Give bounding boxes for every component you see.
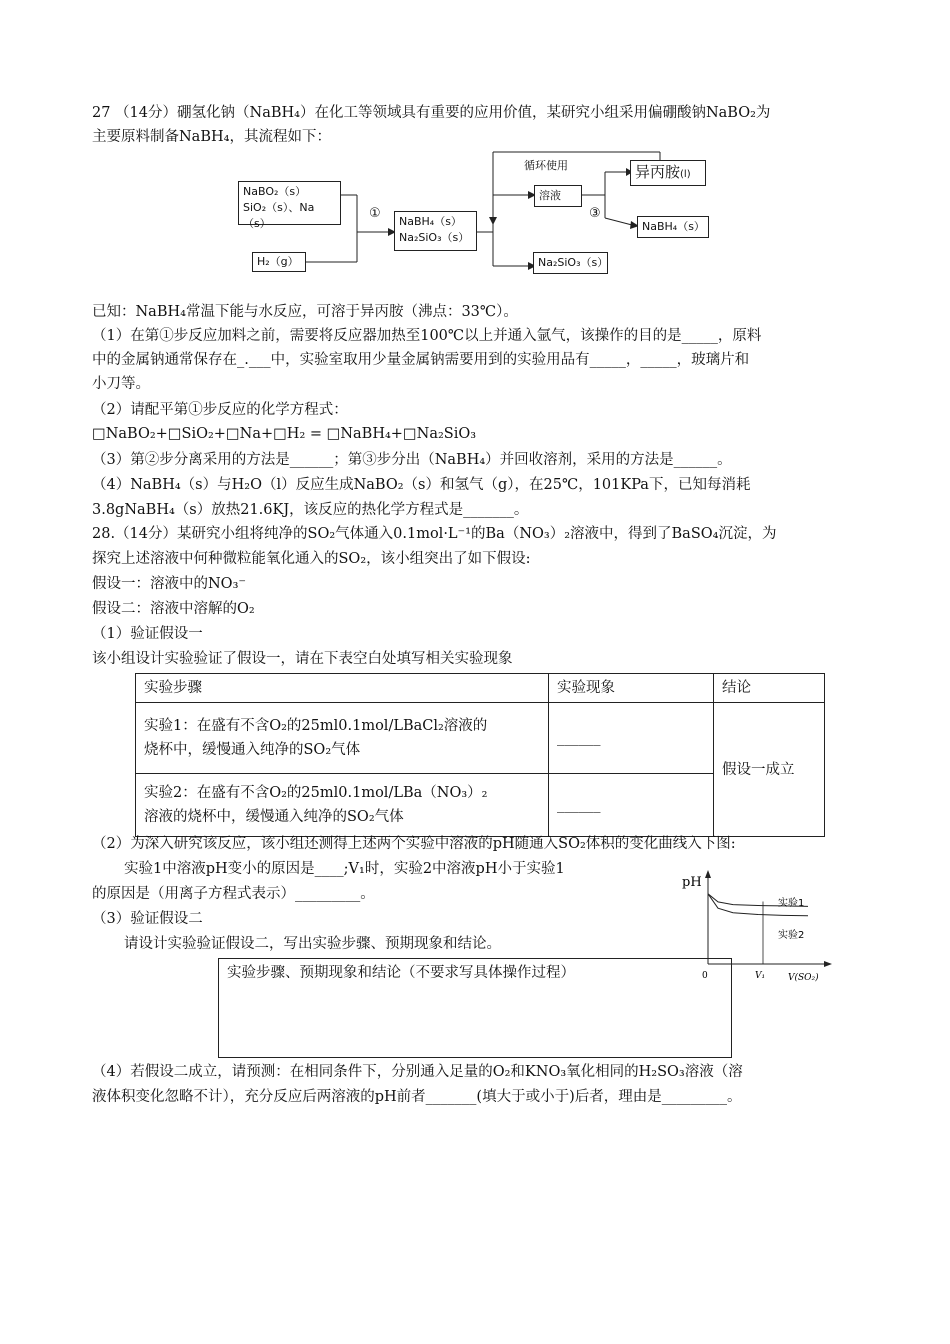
flow-box-nabh4: NaBH₄（s） (637, 216, 709, 238)
table-header-row (136, 674, 825, 703)
exp2-observation-blank: ______ (549, 774, 714, 837)
series-label-exp1: 实验1 (778, 898, 805, 909)
q27-part2-line1: （2）请配平第①步反应的化学方程式： (92, 402, 348, 418)
flow-box-reactants (238, 181, 341, 230)
exp1-step-line1: 实验1：在盛有不含O₂的25ml0.1mol/LBaCl₂溶液的 (144, 718, 488, 734)
flow-box-reactants-line1: NaBO₂（s） (243, 185, 307, 198)
answer-box[interactable] (218, 958, 732, 1058)
q28-part4-line1: （4）若假设二成立，请预测：在相同条件下，分别通入足量的O₂和KNO₃氧化相同的H₂SO₃溶液（溶 (92, 1064, 743, 1080)
flow-box-na2sio3: Na₂SiO₃（s） (533, 252, 608, 274)
q28-hypothesis1: 假设一：溶液中的NO₃⁻ (92, 576, 247, 592)
chart-xtick-0: 0 (702, 971, 708, 981)
q27-known: 已知：NaBH₄常温下能与水反应，可溶于异丙胺（沸点：33℃）。 (92, 304, 518, 320)
q27-part1-line3: 小刀等。 (92, 376, 150, 392)
q28-part2-line3: 的原因是（用离子方程式表示）_________。 (92, 886, 375, 902)
series-label-exp2: 实验2 (778, 930, 805, 941)
flow-ipa-label: 异丙胺 (635, 163, 681, 181)
q28-intro-line1: 28.（14分）某研究小组将纯净的SO₂气体通入0.1mol·L⁻¹的Ba（NO₃）₂溶液中，得到了BaSO₄沉淀，为 (92, 526, 777, 542)
q28-part3-desc: 请设计实验验证假设二，写出实验步骤、预期现象和结论。 (124, 936, 501, 952)
q28-hypothesis2: 假设二：溶液中溶解的O₂ (92, 601, 255, 617)
q28-verify1-desc: 该小组设计实验验证了假设一，请在下表空白处填写相关实验现象 (92, 651, 513, 667)
flow-diagram-lines (0, 0, 950, 300)
flow-box-solution: 溶液 (534, 185, 582, 207)
chart-ylabel: pH (682, 875, 702, 890)
conclusion-cell: 假设一成立 (714, 703, 825, 837)
exp2-step-line1: 实验2：在盛有不含O₂的25ml0.1mol/LBa（NO₃）₂ (144, 785, 488, 801)
flow-recycle-label: 循环使用 (524, 159, 568, 172)
experiment-table (135, 673, 825, 837)
flow-step3-label: ③ (589, 206, 601, 221)
exp1-observation-blank: ______ (549, 703, 714, 774)
chart-xtick-v1: V₁ (755, 971, 766, 981)
flow-box-isopropylamine (630, 160, 706, 186)
q27-part4-line2: 3.8gNaBH₄（s）放热21.6KJ，该反应的热化学方程式是_______。 (92, 502, 529, 518)
q28-part2-line2: 实验1中溶液pH变小的原因是____;V₁时，实验2中溶液pH小于实验1 (124, 861, 565, 877)
ph-chart (680, 866, 840, 988)
q28-verify1-heading: （1）验证假设一 (92, 626, 203, 642)
table-header-conclusion: 结论 (714, 674, 825, 703)
q28-part3-heading: （3）验证假设二 (92, 911, 203, 927)
q27-part1-line1: （1）在第①步反应加料之前，需要将反应器加热至100℃以上并通入氩气，该操作的目的是_____，原料 (92, 328, 762, 344)
q27-part2-equation: □NaBO₂+□SiO₂+□Na+□H₂ = □NaBH₄+□Na₂SiO₃ (92, 426, 477, 442)
flow-step1-label: ① (369, 206, 381, 221)
table-header-steps: 实验步骤 (136, 674, 549, 703)
q27-intro-line2: 主要原料制备NaBH₄，其流程如下： (92, 129, 331, 145)
chart-y-arrow (705, 870, 711, 878)
q27-intro-line1: 27 （14分）硼氢化钠（NaBH₄）在化工等领域具有重要的应用价值，某研究小组采用偏硼酸钠NaBO₂为 (92, 105, 771, 121)
q27-part1-line2: 中的金属钠通常保存在_.___中，实验室取用少量金属钠需要用到的实验用品有_____，_____，玻璃片和 (92, 352, 750, 368)
q28-part2-line1: （2）为深入研究该反应，该小组还测得上述两个实验中溶液的pH随通入SO₂体积的变化曲线入下图: (92, 836, 736, 852)
q27-part3: （3）第②步分离采用的方法是______；第③步分出（NaBH₄）并回收溶剂，采用的方法是______。 (92, 452, 732, 468)
answer-box-heading: 实验步骤、预期现象和结论（不要求写具体操作过程） (227, 965, 575, 981)
q28-intro-line2: 探究上述溶液中何种微粒能氧化通入的SO₂，该小组突出了如下假设: (92, 551, 531, 567)
exp1-step-line2: 烧杯中，缓慢通入纯净的SO₂气体 (144, 742, 361, 758)
flow-box-intermediate (394, 211, 477, 251)
chart-x-arrow (824, 961, 832, 967)
flow-box-intermediate-line1: NaBH₄（s） (399, 215, 462, 228)
table-header-observations: 实验现象 (549, 674, 714, 703)
flow-ipa-phase: (l) (680, 169, 691, 180)
exp2-step-line2: 溶液的烧杯中，缓慢通入纯净的SO₂气体 (144, 809, 404, 825)
flow-box-h2: H₂（g） (252, 252, 306, 272)
table-row (136, 703, 825, 774)
flow-box-reactants-line2: SiO₂（s）、Na（s） (243, 201, 315, 230)
chart-xlabel: V(SO₂) (788, 973, 819, 983)
q27-part4-line1: （4）NaBH₄（s）与H₂O（l）反应生成NaBO₂（s）和氢气（g），在25℃，101KPa下，已知每消耗 (92, 477, 751, 493)
q28-part4-line2: 液体积变化忽略不计），充分反应后两溶液的pH前者_______(填大于或小于)后者，理由是_________。 (92, 1089, 742, 1105)
flow-box-intermediate-line2: Na₂SiO₃（s） (399, 231, 470, 244)
